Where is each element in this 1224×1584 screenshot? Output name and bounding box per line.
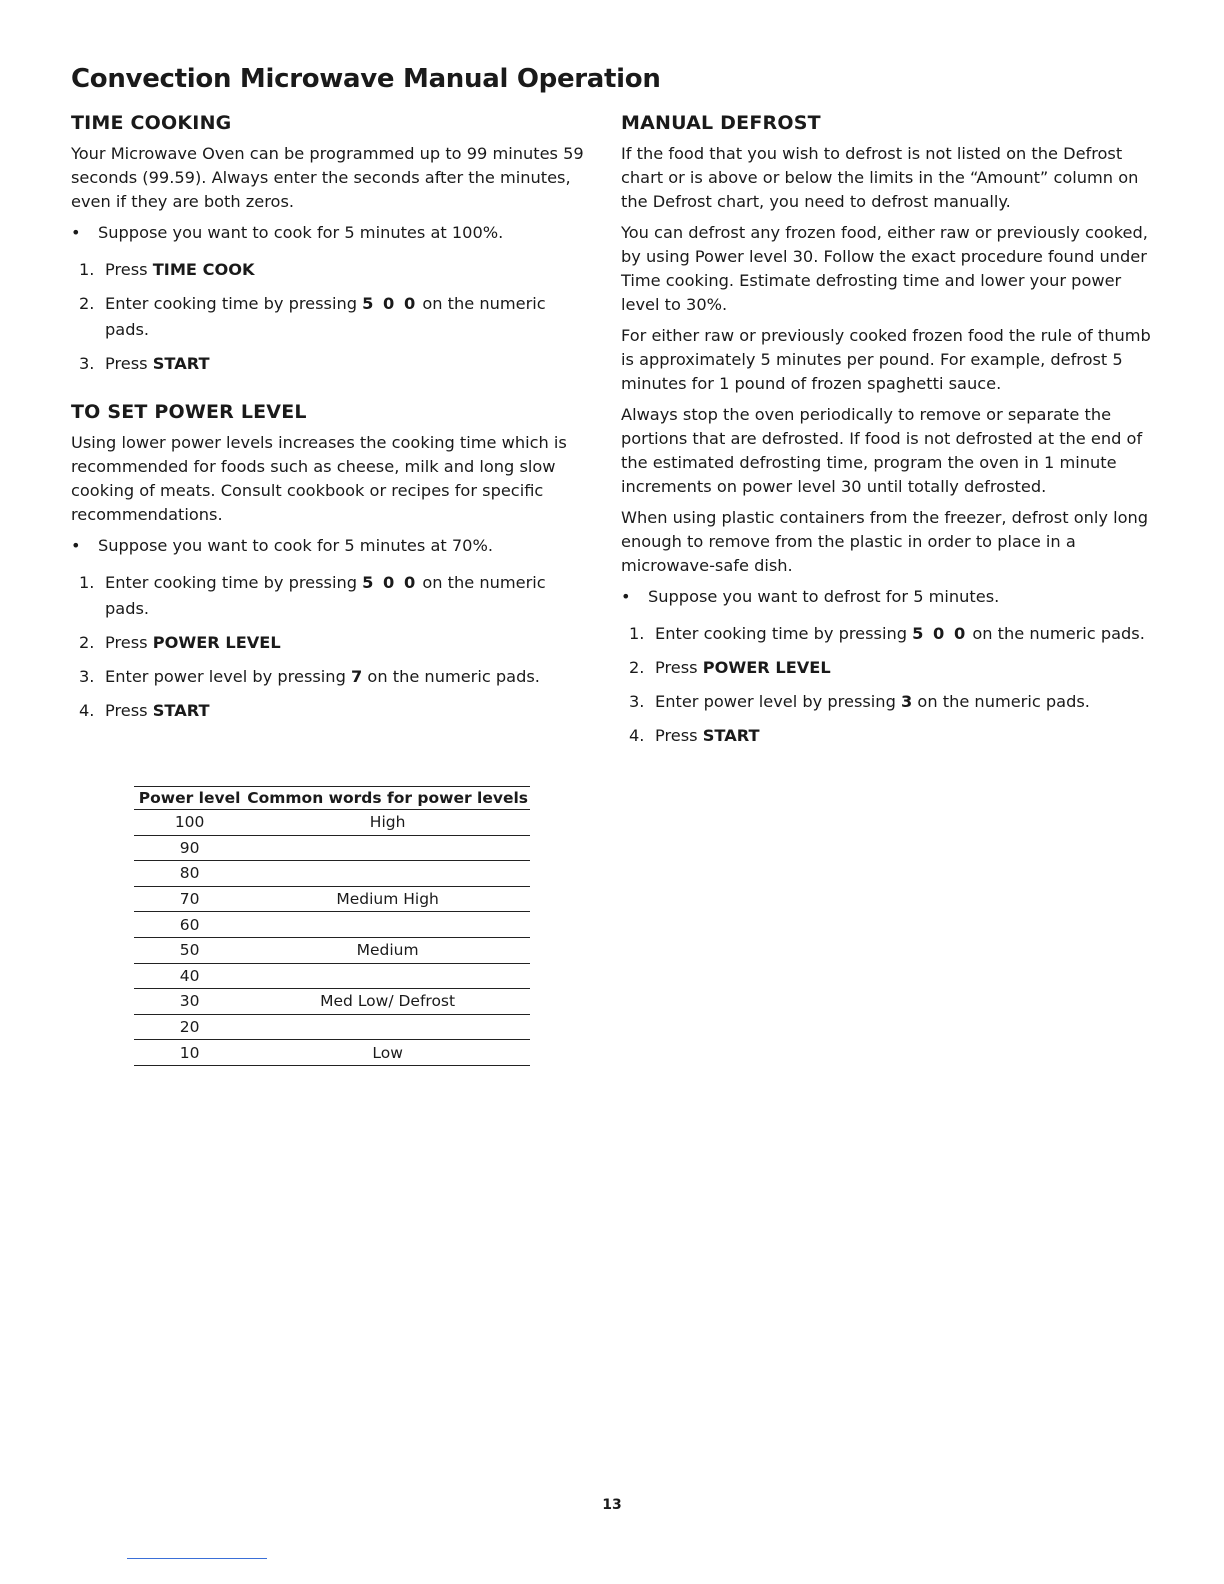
- table-cell: 50: [134, 937, 245, 963]
- right-column: [621, 112, 1151, 757]
- power-level-intro: Using lower power levels increases the cooking time which is recommended for foods such as cheese, milk and long slow cooking of meats. Consult cookbook or recipes for specific recommendations.: [71, 433, 567, 524]
- table-cell: [245, 861, 530, 887]
- time-cooking-heading: TIME COOKING: [71, 112, 232, 134]
- table-cell: 40: [134, 963, 245, 989]
- manual-defrost-bullet: [621, 585, 1151, 609]
- left-column: [71, 112, 591, 732]
- bullet-text: Suppose you want to defrost for 5 minutes.: [648, 587, 1000, 606]
- manual-defrost-heading: MANUAL DEFROST: [621, 112, 821, 134]
- table-cell: 30: [134, 989, 245, 1015]
- defrost-paragraph: For either raw or previously cooked frozen food the rule of thumb is approximately 5 minutes per pound. For example, defrost 5 minutes for 1 pound of frozen spaghetti sauce.: [621, 326, 1151, 393]
- table-cell: 80: [134, 861, 245, 887]
- table-row: [134, 835, 530, 861]
- table-cell: Med Low/ Defrost: [245, 989, 530, 1015]
- table-header: Common words for power levels: [245, 787, 530, 810]
- step-item: 3. Enter power level by pressing 7 on the numeric pads.: [79, 667, 540, 686]
- time-cooking-section: [71, 112, 591, 377]
- table-cell: 20: [134, 1014, 245, 1040]
- table-cell: 70: [134, 886, 245, 912]
- table-row: [134, 937, 530, 963]
- table-header-row: [134, 787, 530, 810]
- table-cell: High: [245, 810, 530, 836]
- table-cell: Medium: [245, 937, 530, 963]
- step-item: 2. Enter cooking time by pressing 5 0 0 on the numeric pads.: [79, 294, 546, 339]
- manual-defrost-steps: [621, 621, 1151, 749]
- table-cell: 100: [134, 810, 245, 836]
- table-row: [134, 1014, 530, 1040]
- bullet-icon: •: [71, 223, 81, 242]
- defrost-paragraph: If the food that you wish to defrost is not listed on the Defrost chart or is above or below the limits in the “Amount” column on the Defrost chart, you need to defrost manually.: [621, 144, 1139, 211]
- step-item: 3. Enter power level by pressing 3 on the numeric pads.: [629, 692, 1090, 711]
- step-item: 1. Enter cooking time by pressing 5 0 0 on the numeric pads.: [629, 624, 1145, 643]
- table-row: [134, 810, 530, 836]
- step-item: 4. Press START: [629, 726, 760, 745]
- defrost-paragraph: Always stop the oven periodically to remove or separate the portions that are defrosted. If food is not defrosted at the end of the estimated defrosting time, program the oven in 1 minute increments on power level 30 until totally defrosted.: [621, 405, 1143, 496]
- footer-divider: [127, 1558, 267, 1559]
- power-level-bullet: [71, 534, 591, 558]
- bullet-text: Suppose you want to cook for 5 minutes at 100%.: [98, 223, 504, 242]
- table-row: [134, 1040, 530, 1066]
- table-cell: 10: [134, 1040, 245, 1066]
- table-row: [134, 886, 530, 912]
- bullet-icon: •: [621, 587, 631, 606]
- table-row: [134, 912, 530, 938]
- table-row: [134, 989, 530, 1015]
- table-row: [134, 963, 530, 989]
- power-level-heading: TO SET POWER LEVEL: [71, 401, 307, 423]
- bullet-text: Suppose you want to cook for 5 minutes at 70%.: [98, 536, 494, 555]
- table-cell: [245, 1014, 530, 1040]
- power-level-section: [71, 401, 591, 724]
- time-cooking-steps: [71, 257, 591, 377]
- table-cell: [245, 835, 530, 861]
- page-title: Convection Microwave Manual Operation: [71, 64, 661, 94]
- table-cell: 90: [134, 835, 245, 861]
- time-cooking-bullet: [71, 221, 591, 245]
- step-item: 3. Press START: [79, 354, 210, 373]
- table-header: Power level: [134, 787, 245, 810]
- page-number: 13: [602, 1497, 622, 1513]
- bullet-icon: •: [71, 536, 81, 555]
- manual-defrost-section: [621, 112, 1151, 749]
- table-row: [134, 861, 530, 887]
- defrost-paragraph: When using plastic containers from the freezer, defrost only long enough to remove from the plastic in order to place in a microwave-safe dish.: [621, 508, 1149, 575]
- defrost-paragraph: You can defrost any frozen food, either raw or previously cooked, by using Power level 30. Follow the exact procedure found under Time cooking. Estimate defrosting time and lower your power level to 30%.: [621, 223, 1148, 314]
- power-level-table: [134, 786, 530, 1066]
- step-item: 1. Enter cooking time by pressing 5 0 0 on the numeric pads.: [79, 573, 546, 618]
- table-cell: 60: [134, 912, 245, 938]
- step-item: 2. Press POWER LEVEL: [629, 658, 831, 677]
- table-cell: [245, 963, 530, 989]
- table-cell: Medium High: [245, 886, 530, 912]
- step-item: 4. Press START: [79, 701, 210, 720]
- table-cell: Low: [245, 1040, 530, 1066]
- table-cell: [245, 912, 530, 938]
- step-item: 1. Press TIME COOK: [79, 260, 255, 279]
- power-level-steps: [71, 570, 591, 724]
- step-item: 2. Press POWER LEVEL: [79, 633, 281, 652]
- time-cooking-intro: Your Microwave Oven can be programmed up to 99 minutes 59 seconds (99.59). Always enter the seconds after the minutes, even if they are both zeros.: [71, 144, 584, 211]
